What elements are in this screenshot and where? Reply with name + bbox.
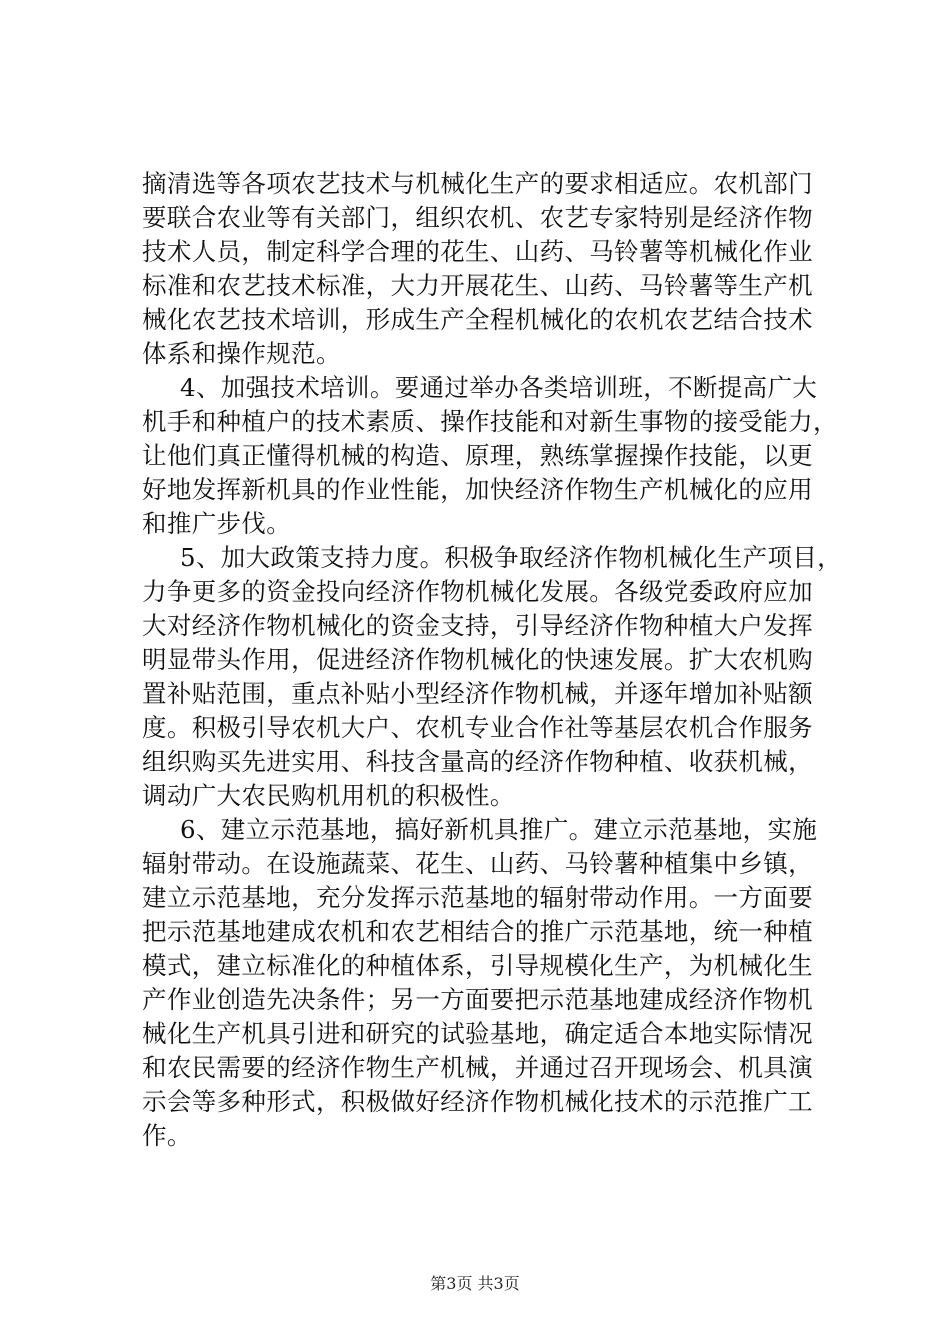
text-line: 置补贴范围，重点补贴小型经济作物机械，并逐年增加补贴额 [142, 679, 813, 708]
document-body [142, 167, 842, 1153]
text-line: 让他们真正懂得机械的构造、原理，熟练掌握操作技能，以更 [142, 441, 813, 470]
text-line: 体系和操作规范。 [142, 339, 341, 368]
text-line: 标准和农艺技术标准，大力开展花生、山药、马铃薯等生产机 [142, 271, 813, 300]
text-line: 要联合农业等有关部门，组织农机、农艺专家特别是经济作物 [142, 203, 813, 232]
text-line: 调动广大农民购机用机的积极性。 [142, 781, 515, 810]
paragraph-4-first-line: 4、加强技术培训。要通过举办各类培训班，不断提高广大 [180, 373, 818, 402]
text-line: 大对经济作物机械化的资金支持，引导经济作物种植大户发挥 [142, 611, 813, 640]
text-line: 明显带头作用，促进经济作物机械化的快速发展。扩大农机购 [142, 645, 813, 674]
page-number-label: 第3页 共3页 [430, 1274, 520, 1293]
text-line: 械化农艺技术培训，形成生产全程机械化的农机农艺结合技术 [142, 305, 813, 334]
text-line: 力争更多的资金投向经济作物机械化发展。各级党委政府应加 [142, 577, 813, 606]
text-line: 和农民需要的经济作物生产机械，并通过召开现场会、机具演 [142, 1053, 813, 1082]
text-line: 建立示范基地，充分发挥示范基地的辐射带动作用。一方面要 [142, 883, 813, 912]
text-line: 示会等多种形式，积极做好经济作物机械化技术的示范推广工 [142, 1087, 813, 1116]
text-line: 作。 [142, 1121, 192, 1150]
text-line: 度。积极引导农机大户、农机专业合作社等基层农机合作服务 [142, 713, 813, 742]
text-line: 产作业创造先决条件；另一方面要把示范基地建成经济作物机 [142, 985, 813, 1014]
text-line: 摘清选等各项农艺技术与机械化生产的要求相适应。农机部门 [142, 169, 813, 198]
text-line: 好地发挥新机具的作业性能，加快经济作物生产机械化的应用 [142, 475, 813, 504]
text-line: 械化生产机具引进和研究的试验基地，确定适合本地实际情况 [142, 1019, 813, 1048]
text-line: 机手和种植户的技术素质、操作技能和对新生事物的接受能力， [142, 407, 838, 436]
text-line: 模式，建立标准化的种植体系，引导规模化生产，为机械化生 [142, 951, 813, 980]
paragraph-6-first-line: 6、建立示范基地，搞好新机具推广。建立示范基地，实施 [180, 815, 818, 844]
text-line: 和推广步伐。 [142, 509, 292, 538]
paragraph-5-first-line: 5、加大政策支持力度。积极争取经济作物机械化生产项目， [180, 543, 843, 572]
text-line: 组织购买先进实用、科技含量高的经济作物种植、收获机械， [142, 747, 813, 776]
text-line: 技术人员，制定科学合理的花生、山药、马铃薯等机械化作业 [142, 237, 813, 266]
page-footer [0, 1273, 950, 1295]
text-line: 把示范基地建成农机和农艺相结合的推广示范基地，统一种植 [142, 917, 813, 946]
text-line: 辐射带动。在设施蔬菜、花生、山药、马铃薯种植集中乡镇， [142, 849, 813, 878]
